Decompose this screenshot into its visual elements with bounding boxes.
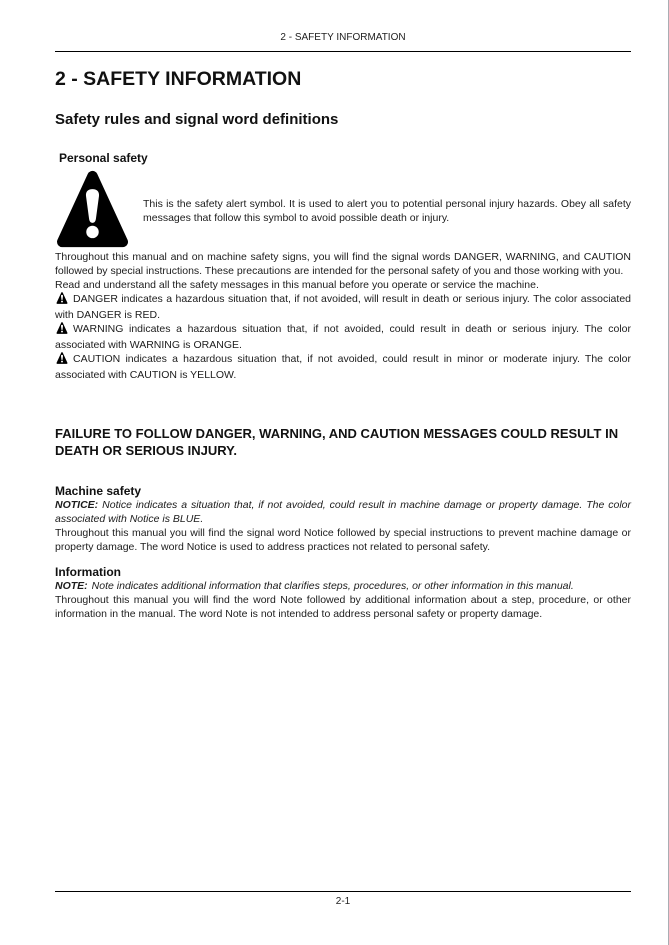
signal-word-danger [55, 292, 631, 322]
notice-text: Notice indicates a situation that, if not avoided, could result in machine damage or property damage. The color associated with Notice is BLUE. [55, 499, 631, 525]
safety-alert-icon-small [55, 325, 69, 337]
signal-word-danger-text: DANGER indicates a hazardous situation that, if not avoided, will result in death or serious injury. The color associated with DANGER is RED. [55, 293, 631, 321]
failure-warning-text: FAILURE TO FOLLOW DANGER, WARNING, AND CAUTION MESSAGES COULD RESULT IN DEATH OR SERIOUS INJURY. [55, 426, 619, 458]
safety-alert-icon-small [55, 295, 69, 307]
personal-safety-heading: Personal safety [59, 151, 148, 165]
intro-paragraph: Throughout this manual and on machine safety signs, you will find the signal words DANGER, WARNING, and CAUTION followed by special instructions. These precautions are intended for the personal safety of you and those working with you. [55, 251, 631, 277]
note-label: NOTE: [55, 580, 88, 592]
signal-word-warning-text: WARNING indicates a hazardous situation that, if not avoided, could result in death or serious injury. The color associated with WARNING is ORANGE. [55, 323, 631, 351]
notice-paragraph [55, 498, 631, 526]
notice-label: NOTICE: [55, 499, 99, 511]
safety-alert-icon-small [55, 355, 69, 367]
note-paragraph [55, 579, 631, 593]
alert-symbol-text: This is the safety alert symbol. It is used to alert you to potential personal injury hazards. Obey all safety messages that follow this symbol to avoid possible death or injury. [143, 198, 631, 224]
page-footer [55, 891, 631, 908]
read-paragraph: Read and understand all the safety messages in this manual before you operate or service the machine. [55, 279, 539, 291]
signal-word-caution-text: CAUTION indicates a hazardous situation that, if not avoided, could result in minor or moderate injury. The color associated with CAUTION is YELLOW. [55, 353, 631, 381]
chapter-title: 2 - SAFETY INFORMATION [55, 68, 302, 90]
page-number: 2-1 [335, 896, 351, 907]
information-heading: Information [55, 565, 121, 579]
machine-safety-paragraph: Throughout this manual you will find the signal word Notice followed by special instructions to prevent machine damage or property damage. The word Notice is used to address practices not related to personal safety. [55, 527, 631, 553]
section-title: Safety rules and signal word definitions [55, 111, 339, 128]
running-header: 2 - SAFETY INFORMATION [55, 0, 631, 52]
information-paragraph: Throughout this manual you will find the word Note followed by additional information about a step, procedure, or other information in the manual. The word Note is not intended to address personal safety or property damage. [55, 594, 631, 620]
signal-word-warning [55, 322, 631, 352]
safety-alert-icon [57, 170, 128, 253]
signal-word-caution [55, 352, 631, 382]
page-content [55, 69, 631, 621]
machine-safety-heading: Machine safety [55, 484, 142, 498]
safety-alert-symbol-block [55, 172, 631, 250]
note-text: Note indicates additional information that clarifies steps, procedures, or other information in this manual. [91, 580, 574, 592]
